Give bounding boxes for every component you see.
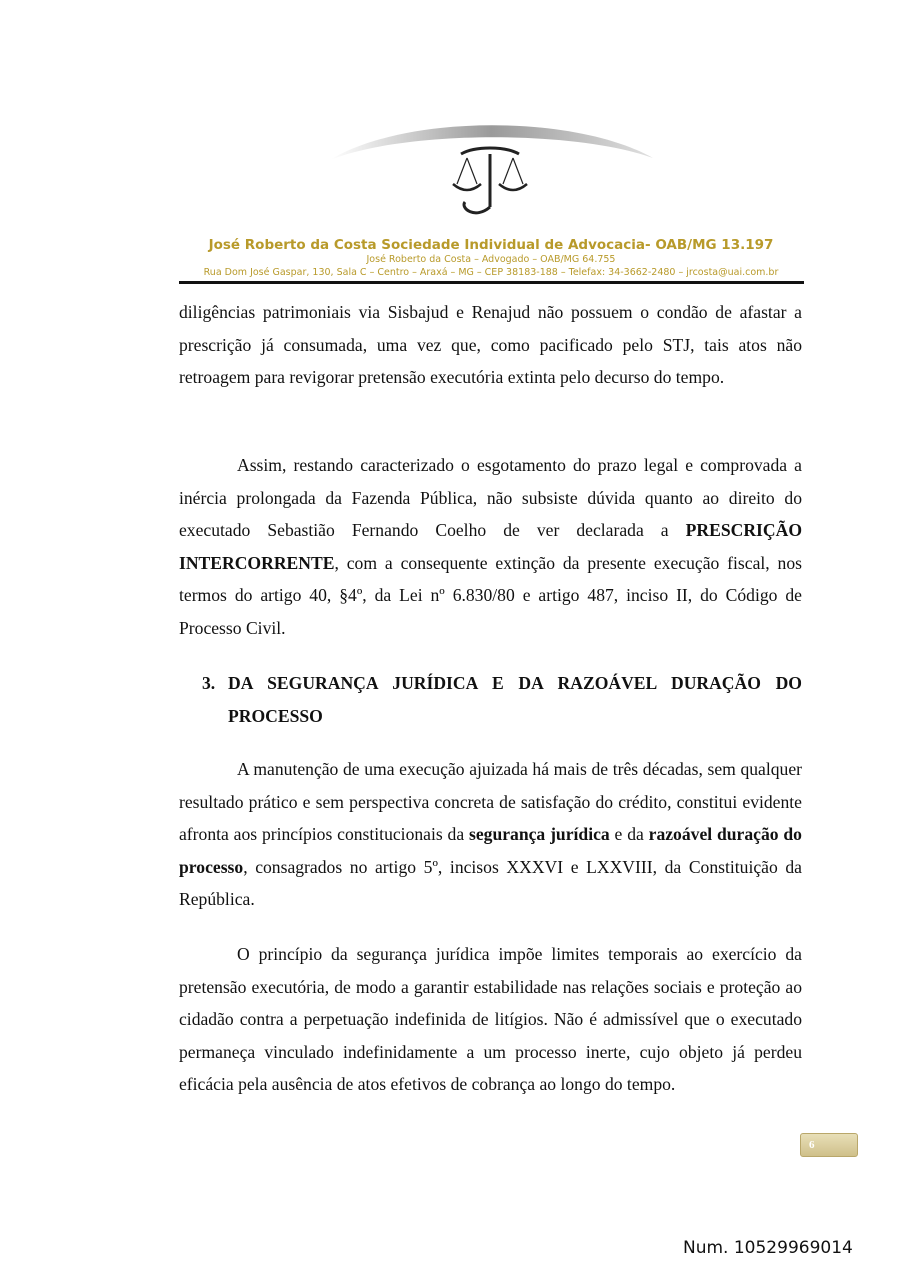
paragraph-4 xyxy=(179,938,802,1101)
paragraph-3 xyxy=(179,753,802,916)
document-id: Num. 10529969014 xyxy=(683,1238,853,1258)
paragraph-3-text-c: , consagrados no artigo 5º, incisos XXXVI e LXXVIII, da Constituição da República. xyxy=(179,856,802,910)
paragraph-2 xyxy=(179,449,802,645)
paragraph-2-text-b: , com a consequente extinção da presente execução fiscal, nos termos do artigo 40, §4º, da Lei nº 6.830/80 e artigo 487, inciso II, do Código de Processo Civil. xyxy=(179,552,802,638)
paragraph-1 xyxy=(179,296,802,394)
section-title: DA SEGURANÇA JURÍDICA E DA RAZOÁVEL DURAÇÃO DO PROCESSO xyxy=(228,673,802,726)
lawyer-line: José Roberto da Costa – Advogado – OAB/MG 64.755 xyxy=(366,254,616,265)
paragraph-3-bold-2: razoável duração do processo xyxy=(179,824,802,877)
address-line: Rua Dom José Gaspar, 130, Sala C – Centro – Araxá – MG – CEP 38183-188 – Telefax: 34-3662-2480 – jrcosta@uai.com.br xyxy=(203,267,779,278)
paragraph-3-bold-1: segurança jurídica xyxy=(469,824,610,845)
scales-of-justice-logo xyxy=(325,112,655,224)
paragraph-1-text: diligências patrimoniais via Sisbajud e Renajud não possuem o condão de afastar a prescrição já consumada, uma vez que, como pacificado pelo STJ, tais atos não retroagem para revigorar pretensão executória extinta pelo decurso do tempo. xyxy=(179,302,802,388)
section-heading xyxy=(202,667,802,732)
paragraph-2-bold: PRESCRIÇÃO INTERCORRENTE xyxy=(179,520,802,573)
firm-name: José Roberto da Costa Sociedade Individual de Advocacia- OAB/MG 13.197 xyxy=(208,237,774,253)
page-number-badge: 6 xyxy=(800,1133,858,1157)
paragraph-3-text-b: e da xyxy=(609,824,649,845)
paragraph-4-text: O princípio da segurança jurídica impõe limites temporais ao exercício da pretensão executória, de modo a garantir estabilidade nas relações sociais e proteção ao cidadão contra a perpetuação indefinida de litígios. Não é admissível que o executado permaneça vinculado indefinidamente a um processo inerte, cujo objeto já perdeu eficácia pela ausência de atos efetivos de cobrança ao longo do tempo. xyxy=(179,944,802,1095)
paragraph-3-text-a: A manutenção de uma execução ajuizada há mais de três décadas, sem qualquer resultado prático e sem perspectiva concreta de satisfação do crédito, constitui evidente afronta aos princípios constitucionais da xyxy=(179,759,802,845)
paragraph-2-text-a: Assim, restando caracterizado o esgotamento do prazo legal e comprovada a inércia prolongada da Fazenda Pública, não subsiste dúvida quanto ao direito do executado Sebastião Fernando Coelho de ver declarada a xyxy=(179,455,802,541)
header-divider xyxy=(179,281,804,284)
section-number: 3. xyxy=(202,673,216,693)
